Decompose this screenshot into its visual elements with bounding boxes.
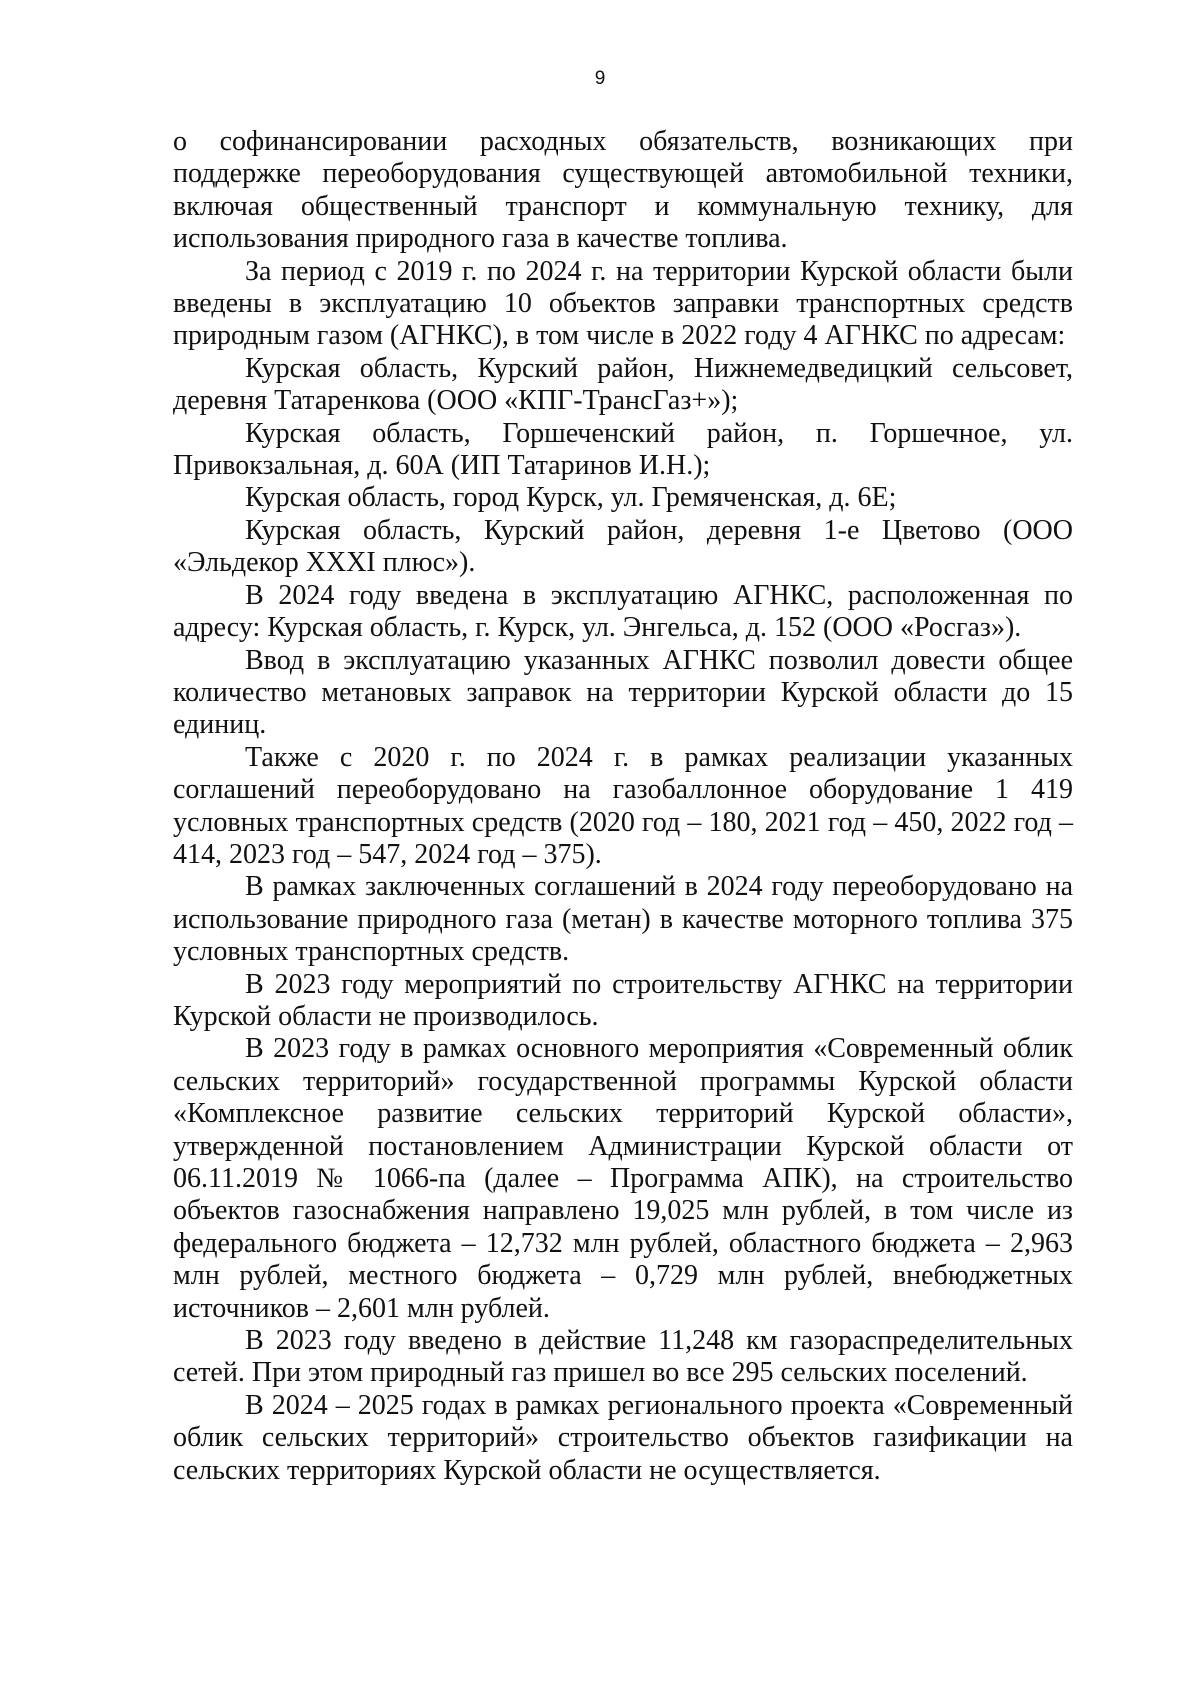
- address-gorshechnoe: Курская область, Горшеченский район, п. Горшечное, ул. Привокзальная, д. 60А (ИП Татаринов И.Н.);: [173, 417, 1073, 482]
- address-tsvetovo: Курская область, Курский район, деревня 1-е Цветово (ООО «Эльдекор XXXI плюс»).: [173, 514, 1073, 579]
- paragraph-cofinancing-continuation: о софинансировании расходных обязательств, возникающих при поддержке переоборудования существующей автомобильной техники, включая общественный транспорт и коммунальную технику, для использования природного газа в качестве топлива.: [173, 126, 1073, 255]
- address-tatarenkova: Курская область, Курский район, Нижнемедведицкий сельсовет, деревня Татаренкова (ООО «КПГ-ТрансГаз+»);: [173, 352, 1073, 417]
- paragraph-program-funding-2023: В 2023 году в рамках основного мероприятия «Современный облик сельских территорий» государственной программы Курской области «Комплексное развитие сельских территорий Курской области», утвержденной постановлением Администрации Курской области от 06.11.2019 № 1066-па (далее – Программа АПК), на строительство объектов газоснабжения направлено 19,025 млн рублей, в том числе из федерального бюджета – 12,732 млн рублей, областного бюджета – 2,963 млн рублей, местного бюджета – 0,729 млн рублей, внебюджетных источников – 2,601 млн рублей.: [173, 1033, 1073, 1324]
- paragraph-networks-2023: В 2023 году введено в действие 11,248 км газораспределительных сетей. При этом природный газ пришел во все 295 сельских поселений.: [173, 1325, 1073, 1389]
- paragraph-agnks-2024: В 2024 году введена в эксплуатацию АГНКС, расположенная по адресу: Курская область, г. Курск, ул. Энгельса, д. 152 (ООО «Росгаз»).: [173, 579, 1073, 644]
- page-number: 9: [594, 68, 606, 89]
- paragraph-vehicle-conversion: Также с 2020 г. по 2024 г. в рамках реализации указанных соглашений переоборудовано на газобаллонное оборудование 1 419 условных транспортных средств (2020 год – 180, 2021 год – 450, 2022 год – 414, 2023 год – 547, 2024 год – 375).: [173, 741, 1073, 870]
- paragraph-2024-2025: В 2024 – 2025 годах в рамках регионального проекта «Современный облик сельских территорий» строительство объектов газификации на сельских территориях Курской области не осуществляется.: [173, 1389, 1073, 1486]
- paragraph-agnks-2019-2024: За период с 2019 г. по 2024 г. на территории Курской области были введены в эксплуатацию 10 объектов заправки транспортных средств природным газом (АГНКС), в том числе в 2022 году 4 АГНКС по адресам:: [173, 255, 1073, 352]
- paragraph-no-construction-2023: В 2023 году мероприятий по строительству АГНКС на территории Курской области не производилось.: [173, 968, 1073, 1032]
- document-body: [173, 126, 1073, 1487]
- address-gremyachenskaya: Курская область, город Курск, ул. Гремяченская, д. 6Е;: [245, 482, 897, 514]
- paragraph-conversion-2024: В рамках заключенных соглашений в 2024 году переоборудовано на использование природного газа (метан) в качестве моторного топлива 375 условных транспортных средств.: [173, 871, 1073, 968]
- paragraph-total-stations: Ввод в эксплуатацию указанных АГНКС позволил довести общее количество метановых заправок на территории Курской области до 15 единиц.: [173, 644, 1073, 741]
